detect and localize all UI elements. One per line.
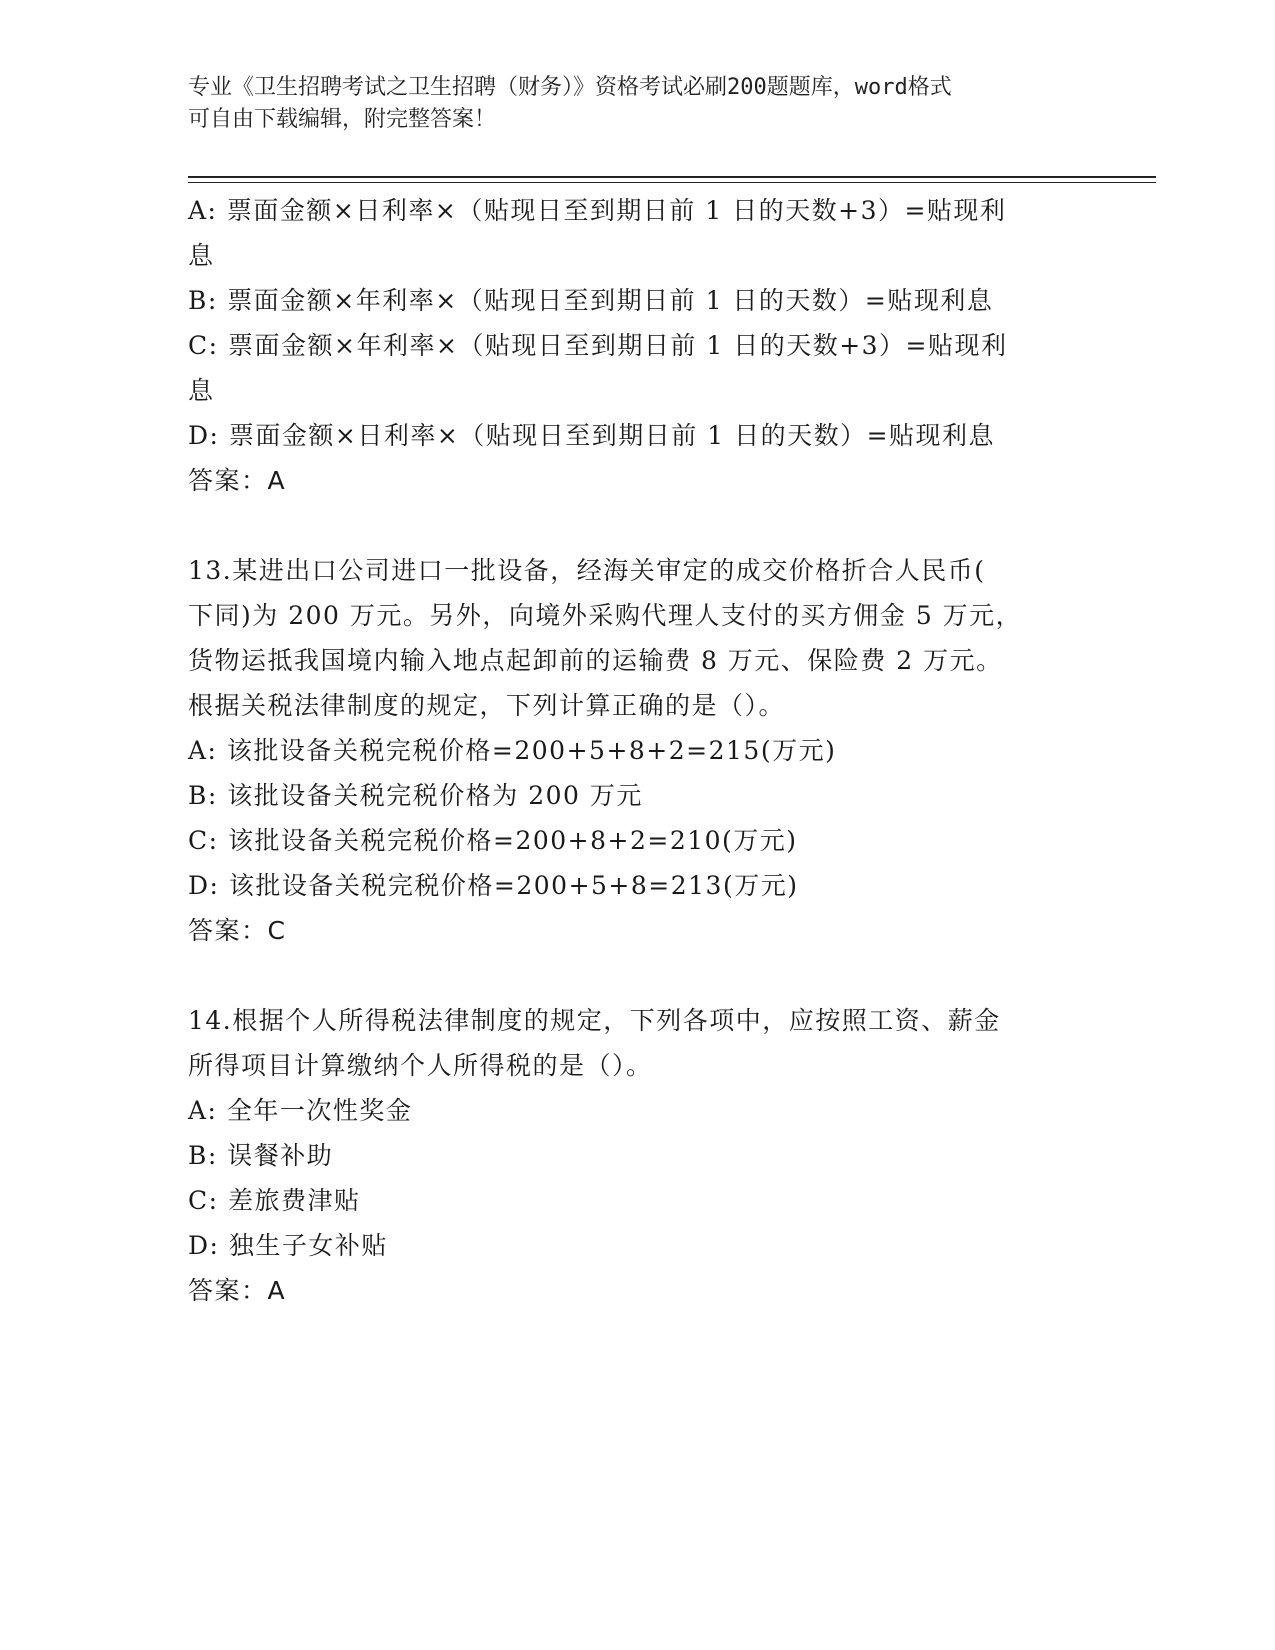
- q14-option-c: C: 差旅费津贴: [188, 1186, 361, 1215]
- document-body: [188, 188, 1068, 1313]
- q14-stem-line-2: 所得项目计算缴纳个人所得税的是（）。: [188, 1051, 653, 1080]
- q12-answer: 答案：A: [188, 466, 287, 495]
- q13-stem-line-4: 根据关税法律制度的规定，下列计算正确的是（）。: [188, 691, 786, 720]
- q12-option-b: B: 票面金额×年利率×（贴现日至到期日前 1 日的天数）=贴现利息: [188, 286, 994, 315]
- header-line-2: 可自由下载编辑，附完整答案！: [188, 107, 497, 132]
- q13-stem-line-3: 货物运抵我国境内输入地点起卸前的运输费 8 万元、保险费 2 万元。: [188, 646, 1003, 675]
- q12-option-d: D: 票面金额×日利率×（贴现日至到期日前 1 日的天数）=贴现利息: [188, 421, 996, 450]
- q14-option-b: B: 误餐补助: [188, 1141, 334, 1170]
- question-14: [188, 998, 1068, 1313]
- question-13: [188, 548, 1068, 953]
- q13-answer: 答案：C: [188, 916, 287, 945]
- question-12-options: [188, 188, 1068, 503]
- header-divider-thick: [188, 176, 1156, 178]
- header-divider-thin: [188, 182, 1156, 183]
- q13-option-c: C: 该批设备关税完税价格=200+8+2=210(万元): [188, 826, 798, 855]
- q12-option-a-line-1: A: 票面金额×日利率×（贴现日至到期日前 1 日的天数+3）=贴现利: [188, 196, 1007, 225]
- document-header: [188, 72, 1068, 136]
- q13-stem-line-1: 13.某进出口公司进口一批设备，经海关审定的成交价格折合人民币(: [188, 556, 986, 585]
- q14-option-d: D: 独生子女补贴: [188, 1231, 388, 1260]
- q13-option-a: A: 该批设备关税完税价格=200+5+8+2=215(万元): [188, 736, 837, 765]
- spacer: [188, 953, 1068, 998]
- q13-option-b: B: 该批设备关税完税价格为 200 万元: [188, 781, 643, 810]
- header-line-1: 专业《卫生招聘考试之卫生招聘（财务）》资格考试必刷200题题库，word格式: [188, 75, 952, 100]
- q14-stem-line-1: 14.根据个人所得税法律制度的规定，下列各项中，应按照工资、薪金: [188, 1006, 1001, 1035]
- q14-answer: 答案：A: [188, 1276, 287, 1305]
- q13-option-d: D: 该批设备关税完税价格=200+5+8=213(万元): [188, 871, 799, 900]
- q12-option-c-line-1: C: 票面金额×年利率×（贴现日至到期日前 1 日的天数+3）=贴现利: [188, 331, 1008, 360]
- q12-option-c-line-2: 息: [188, 376, 215, 405]
- q13-stem-line-2: 下同)为 200 万元。另外，向境外采购代理人支付的买方佣金 5 万元，: [188, 601, 1023, 630]
- spacer: [188, 503, 1068, 548]
- q12-option-a-line-2: 息: [188, 241, 215, 270]
- q14-option-a: A: 全年一次性奖金: [188, 1096, 413, 1125]
